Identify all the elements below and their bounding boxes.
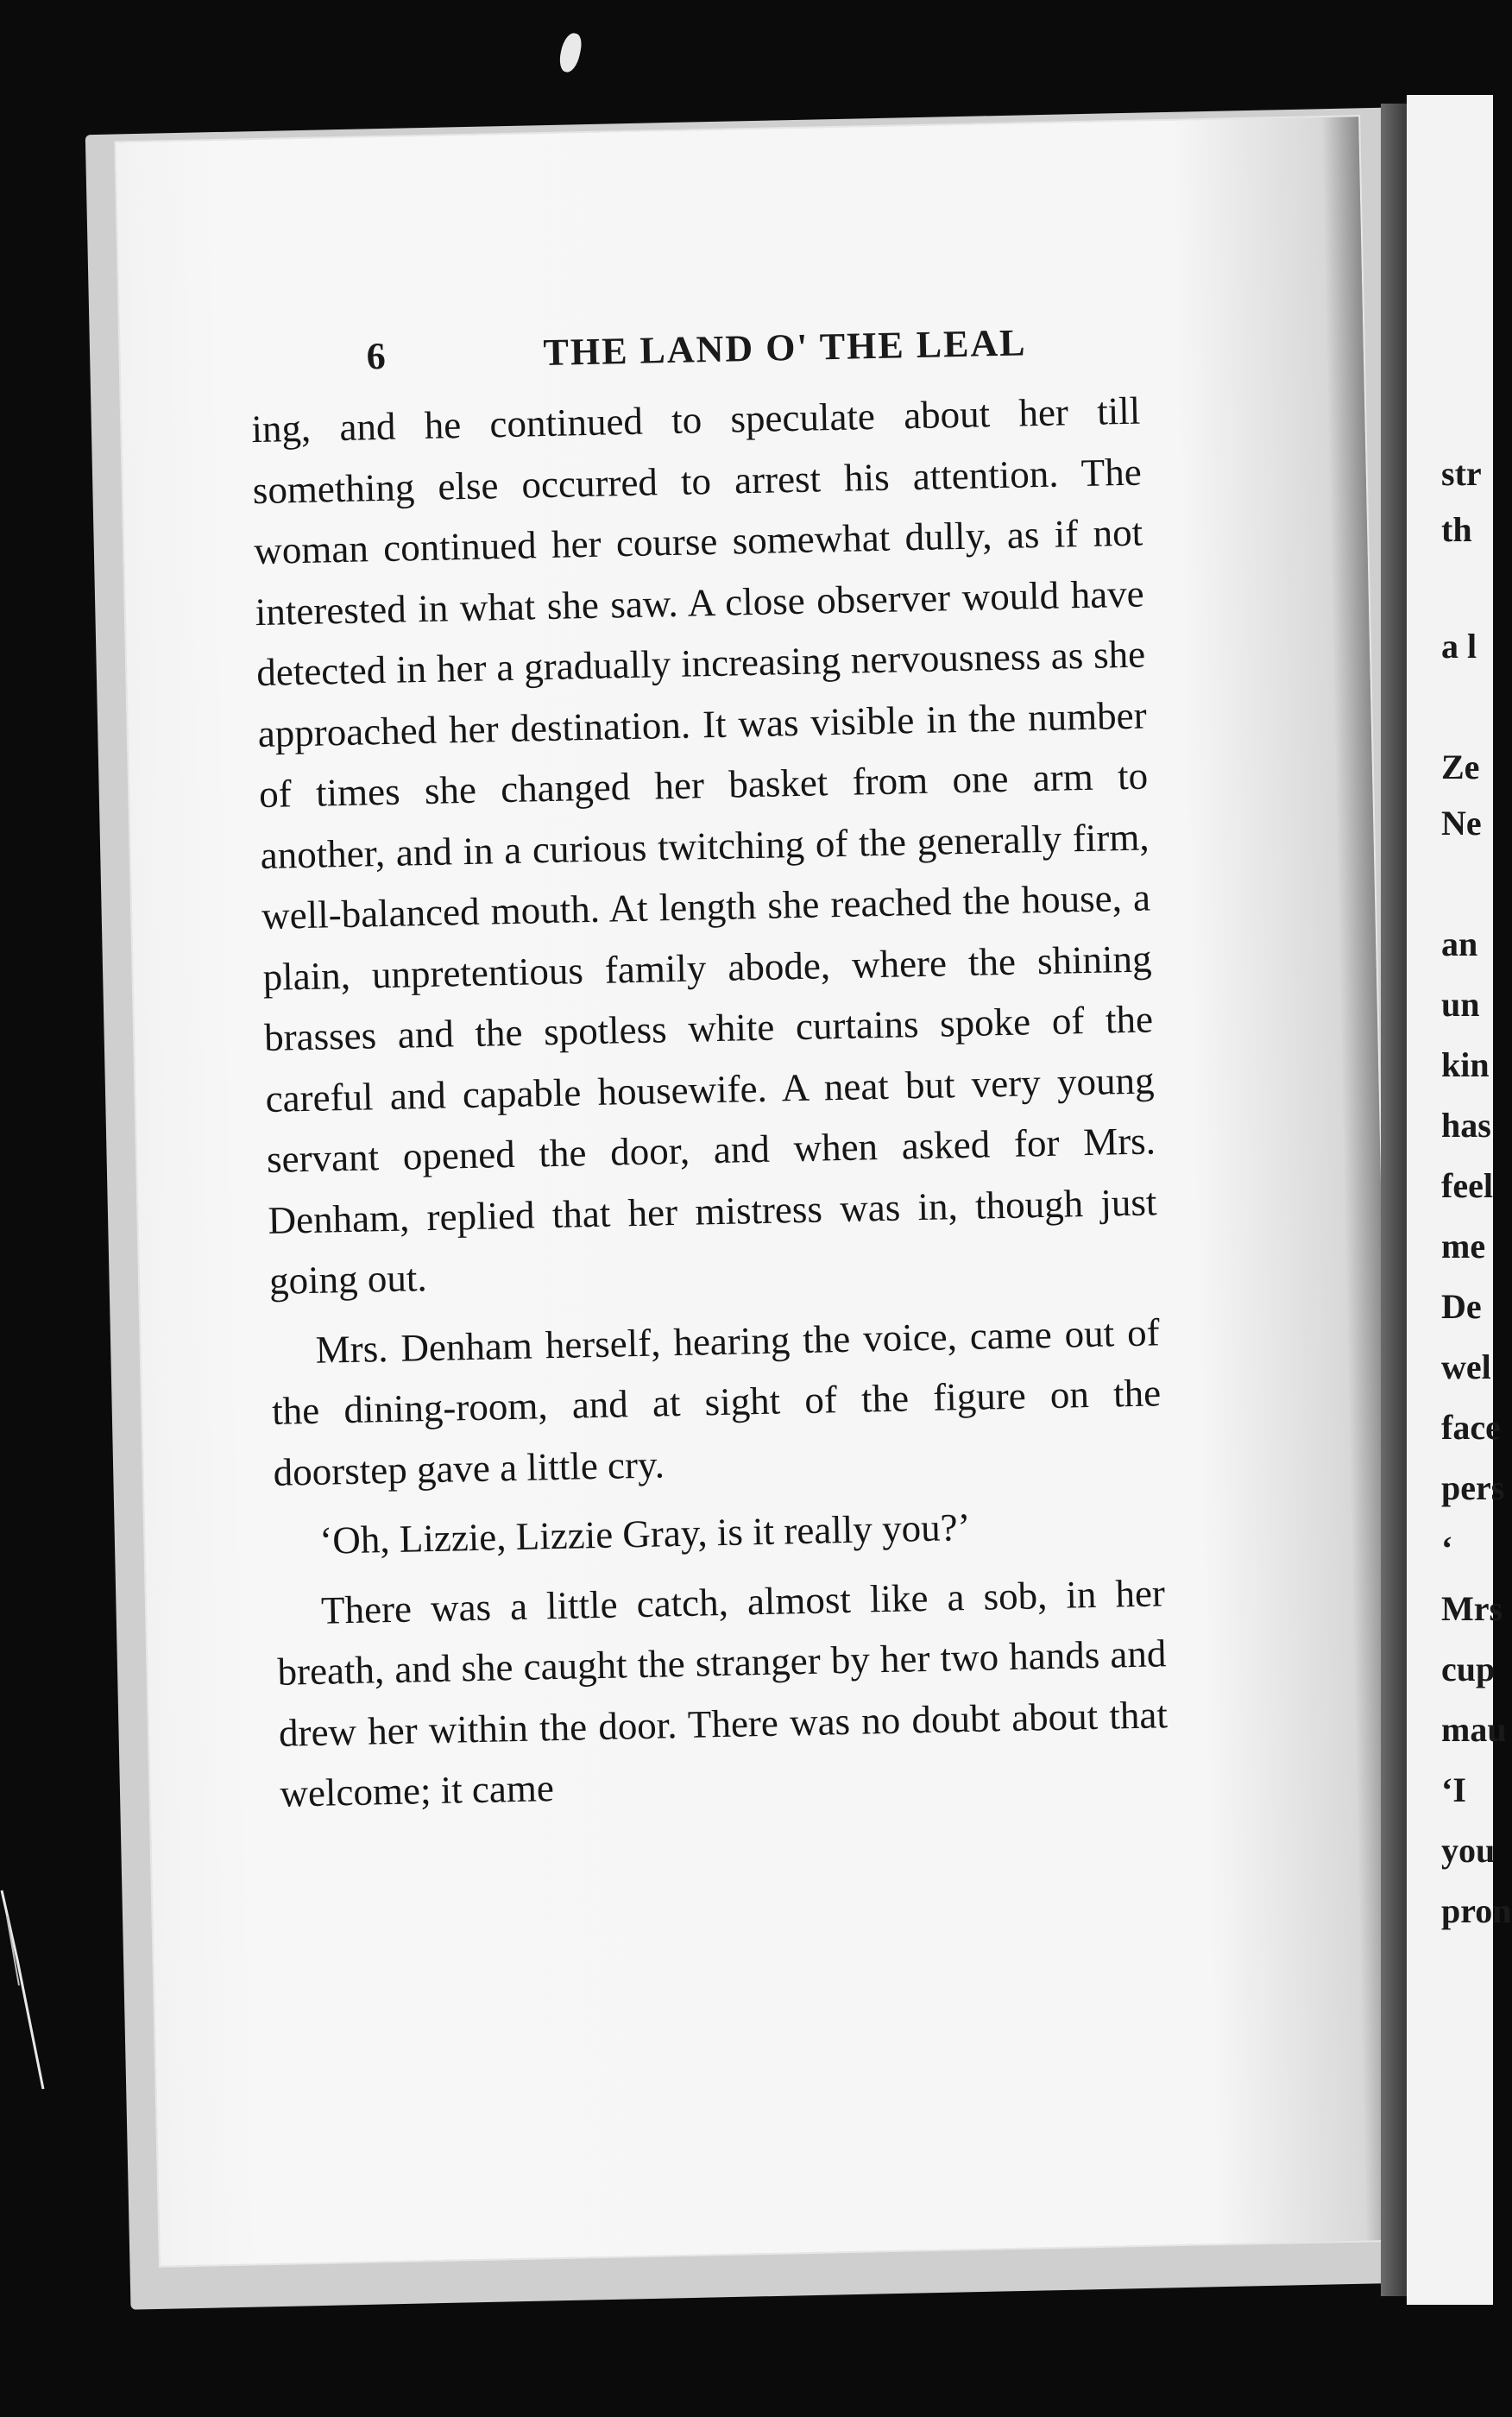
facing-text-fragment: a l — [1441, 627, 1477, 666]
dust-speck — [557, 31, 583, 74]
facing-text-fragment: pron — [1441, 1891, 1512, 1930]
facing-text-fragment: me — [1441, 1227, 1486, 1265]
paragraph: ing, and he continued to speculate about her till something else occurred to arrest his attention. The woman continued her course somewhat dully, as if not interested in what she saw. A close observer would have detected in her a gradually increasing nervousness as she approached her destination. It was visible in the number of times she changed her basket from one arm to another, and in a curious twitching of the generally firm, well-balanced mouth. At length she reached the house, a plain, unpretentious family abode, where the shining brasses and the spotless white curtains spoke of the careful and capable housewife. A neat but very young servant opened the door, and when asked for Mrs. Denham, replied that her mistress was in, though just going out. — [250, 388, 1157, 1303]
paragraph: ‘Oh, Lizzie, Lizzie Gray, is it really you?’ — [318, 1505, 971, 1562]
facing-text-fragment: an — [1441, 925, 1478, 963]
facing-text-fragment: un — [1441, 985, 1480, 1024]
facing-text-fragment: ‘I — [1441, 1770, 1466, 1809]
paragraph: There was a little catch, almost like a sob, in her breath, and she caught the stranger by her two hands and drew her within the door. There was no doubt about that welcome; it came — [277, 1570, 1169, 1815]
facing-text-fragment: you — [1441, 1831, 1496, 1870]
facing-text-fragment: Ne — [1441, 804, 1482, 842]
facing-text-fragment: De — [1441, 1287, 1482, 1326]
body-text — [251, 381, 1169, 1825]
facing-text-fragment: feel — [1441, 1166, 1493, 1205]
facing-text-fragment: ‘ — [1441, 1529, 1453, 1568]
facing-text-fragment: mau — [1441, 1710, 1507, 1749]
facing-page — [1407, 95, 1512, 2305]
facing-text-fragment: cup — [1441, 1650, 1496, 1688]
paper-crease-mark — [0, 1882, 52, 2106]
book-page — [116, 117, 1402, 2266]
facing-text-fragment: kin — [1441, 1045, 1490, 1084]
facing-text-fragment: Ze — [1441, 748, 1480, 786]
facing-text-fragment: wel — [1441, 1347, 1491, 1386]
facing-text-fragment: str — [1441, 454, 1482, 493]
facing-text-fragment: has — [1441, 1106, 1491, 1145]
paragraph: Mrs. Denham herself, hearing the voice, came out of the dining-room, and at sight of the figure on the doorstep gave a little cry. — [271, 1309, 1162, 1494]
running-head: THE LAND O' THE LEAL — [543, 321, 1027, 375]
page-number: 6 — [366, 334, 387, 378]
facing-text-fragment: pers — [1441, 1468, 1505, 1507]
facing-text-fragment: Mrs — [1441, 1589, 1503, 1628]
facing-text-fragment: face — [1441, 1408, 1501, 1447]
facing-text-fragment: th — [1441, 510, 1472, 549]
